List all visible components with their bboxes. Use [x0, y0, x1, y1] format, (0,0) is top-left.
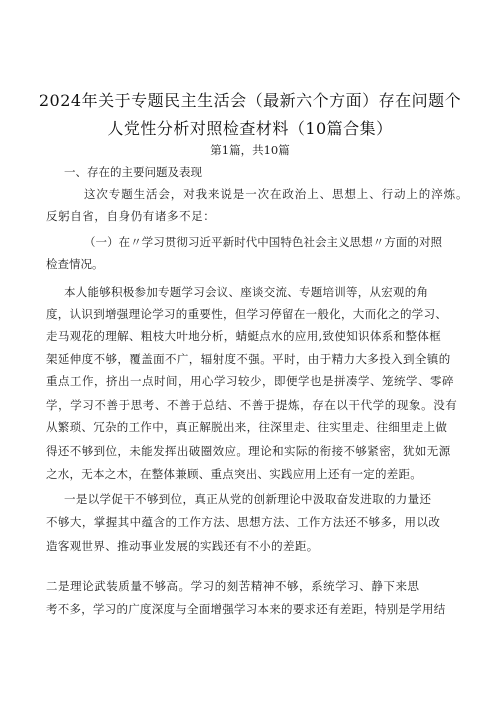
body-line: 得还不够到位，未能发挥出破圈效应。理论和实际的衔接不够紧密，犹如无源: [46, 444, 451, 458]
body-line: 之水，无本之木，在整体兼顾、重点突出、实践应用上还有一定的差距。: [46, 467, 422, 481]
body-line: 架延伸度不够，覆盖面不广，辐射度不强。平时，由于精力大多投入到全镇的: [46, 352, 451, 366]
part-label: 第1篇，共10篇: [210, 143, 290, 157]
body-line: 反躬自省，自身仍有诸多不足：: [46, 209, 216, 223]
body-line: 本人能够积极参加专题学习会议、座谈交流、专题培训等，从宏观的角: [64, 285, 429, 299]
body-line: 从繁琐、冗杂的工作中，真正解脱出来，往深里走、往实里走、往细里走上做: [46, 420, 448, 434]
body-line: 一是以学促干不够到位，真正从党的创新理论中汲取奋发进取的力量还: [64, 492, 432, 506]
body-line: 走马观花的理解、粗枝大叶地分析，蜻蜓点水的应用,致使知识体系和整体框: [46, 329, 442, 343]
body-line: 不够大，掌握其中蕴含的工作方法、思想方法、工作方法还不够多，用以改: [46, 515, 441, 529]
subsection-heading: （一）在〃学习贯彻习近平新时代中国特色社会主义思想〃方面的对照: [84, 235, 443, 249]
section-heading: 一、存在的主要问题及表现: [64, 165, 202, 179]
body-line: 度，认识到增强理论学习的重要性，但学习停留在一般化，大而化之的学习、: [46, 307, 448, 321]
body-line: 学，学习不善于思考、不善于总结、不善于提炼，存在以干代学的现象。没有: [46, 398, 458, 412]
document-title-line-1: 2024年关于专题民主生活会（最新六个方面）存在问题个: [38, 91, 462, 110]
body-line: 二是理论武装质量不够高。学习的刻苦精神不够，系统学习、静下来思: [46, 579, 420, 593]
body-line: 造客观世界、推动事业发展的实践还有不小的差距。: [46, 539, 319, 553]
body-line: 重点工作，挤出一点时间，用心学习较少，即便学也是拼凑学、笼统学、零碎: [46, 374, 454, 388]
document-title-line-2: 人党性分析对照检查材料（10篇合集）: [107, 119, 393, 138]
body-line: 考不多，学习的广度深度与全面增强学习本来的要求还有差距，特别是学用结: [46, 602, 446, 616]
body-line: 这次专题生活会，对我来说是一次在政治上、思想上、行动上的淬炼。: [84, 187, 469, 201]
body-line: 检查情况。: [46, 257, 104, 271]
